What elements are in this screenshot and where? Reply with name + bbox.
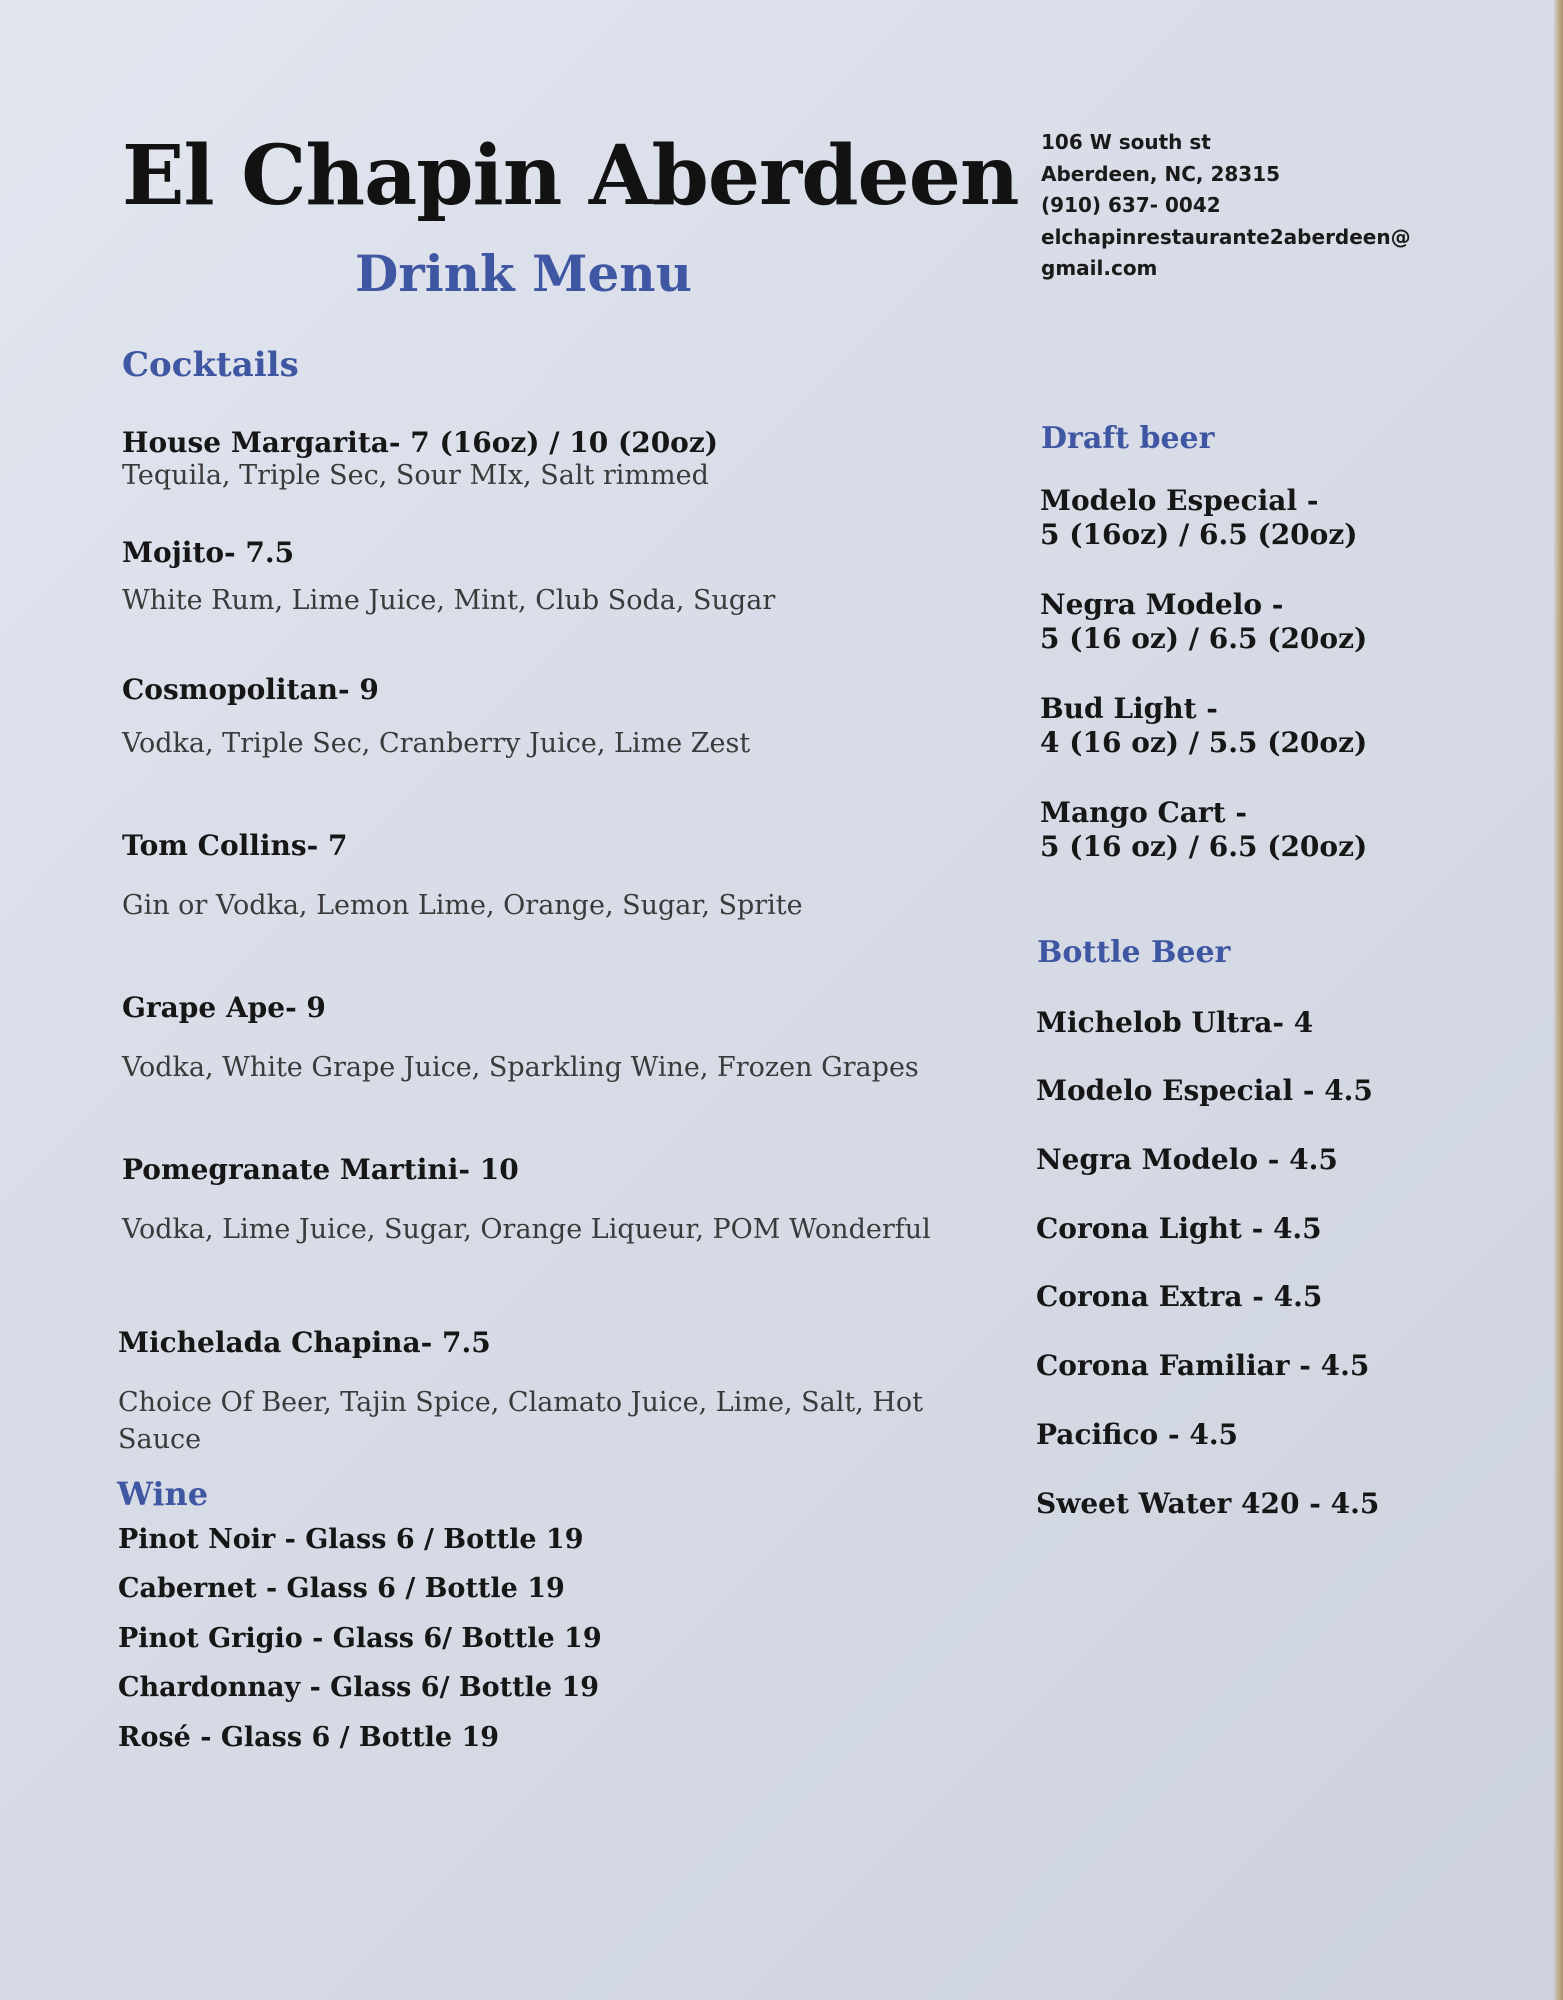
cocktail-name: Grape Ape- 9 xyxy=(122,991,326,1024)
cocktail-name: Mojito- 7.5 xyxy=(122,536,295,569)
cocktail-name: Pomegranate Martini- 10 xyxy=(122,1153,519,1186)
email-line-2: gmail.com xyxy=(1041,256,1158,280)
draft-beer-item xyxy=(1040,796,1367,864)
cocktail-name: House Margarita- 7 (16oz) / 10 (20oz) xyxy=(122,426,718,459)
cocktail-desc: Vodka, Triple Sec, Cranberry Juice, Lime Zest xyxy=(122,728,751,759)
draft-beer-name: Bud Light - xyxy=(1040,692,1218,725)
cocktail-desc: Tequila, Triple Sec, Sour MIx, Salt rimmed xyxy=(122,460,709,491)
cocktail-desc: White Rum, Lime Juice, Mint, Club Soda, Sugar xyxy=(122,585,776,616)
draft-beer-price: 5 (16 oz) / 6.5 (20oz) xyxy=(1040,622,1368,655)
wine-item: Pinot Noir - Glass 6 / Bottle 19 xyxy=(118,1524,584,1555)
draft-beer-name: Mango Cart - xyxy=(1040,796,1247,829)
email-line-1: elchapinrestaurante2aberdeen@ xyxy=(1041,224,1411,249)
page-title: El Chapin Aberdeen xyxy=(122,128,1019,224)
draft-beer-heading: Draft beer xyxy=(1041,421,1215,456)
draft-beer-name: Modelo Especial - xyxy=(1040,484,1319,517)
wine-heading: Wine xyxy=(117,1475,209,1513)
draft-beer-price: 5 (16oz) / 6.5 (20oz) xyxy=(1040,518,1358,551)
address-line-2: Aberdeen, NC, 28315 xyxy=(1041,161,1281,186)
bottle-beer-item: Michelob Ultra- 4 xyxy=(1036,1006,1314,1039)
wine-item: Cabernet - Glass 6 / Bottle 19 xyxy=(118,1573,565,1604)
draft-beer-item xyxy=(1040,588,1367,656)
wine-item: Chardonnay - Glass 6/ Bottle 19 xyxy=(118,1672,600,1703)
bottle-beer-item: Corona Light - 4.5 xyxy=(1036,1212,1322,1245)
cocktail-desc-continued: Sauce xyxy=(118,1424,202,1455)
cocktail-desc: Choice Of Beer, Tajin Spice, Clamato Juice, Lime, Salt, Hot xyxy=(118,1387,924,1418)
cocktail-name: Tom Collins- 7 xyxy=(122,829,348,862)
page-subtitle: Drink Menu xyxy=(355,244,692,303)
bottle-beer-item: Corona Extra - 4.5 xyxy=(1036,1280,1323,1313)
draft-beer-price: 5 (16 oz) / 6.5 (20oz) xyxy=(1040,830,1368,863)
contact-block xyxy=(1041,127,1411,285)
bottle-beer-item: Modelo Especial - 4.5 xyxy=(1036,1074,1373,1107)
draft-beer-item xyxy=(1040,484,1358,552)
wine-item: Rosé - Glass 6 / Bottle 19 xyxy=(118,1722,500,1753)
cocktail-name: Michelada Chapina- 7.5 xyxy=(118,1326,491,1359)
address-line-1: 106 W south st xyxy=(1041,130,1211,154)
bottle-beer-item: Negra Modelo - 4.5 xyxy=(1036,1143,1338,1176)
cocktail-desc: Vodka, White Grape Juice, Sparkling Wine, Frozen Grapes xyxy=(122,1052,919,1083)
bottle-beer-heading: Bottle Beer xyxy=(1037,935,1231,970)
wine-item: Pinot Grigio - Glass 6/ Bottle 19 xyxy=(118,1623,602,1654)
cocktail-name: Cosmopolitan- 9 xyxy=(122,673,379,706)
draft-beer-name: Negra Modelo - xyxy=(1040,588,1284,621)
draft-beer-item xyxy=(1040,692,1367,760)
draft-beer-price: 4 (16 oz) / 5.5 (20oz) xyxy=(1040,726,1368,759)
page-edge xyxy=(1553,0,1563,2000)
cocktail-desc: Gin or Vodka, Lemon Lime, Orange, Sugar, Sprite xyxy=(122,890,803,921)
cocktails-heading: Cocktails xyxy=(122,345,299,385)
bottle-beer-item: Sweet Water 420 - 4.5 xyxy=(1036,1487,1380,1520)
cocktail-desc: Vodka, Lime Juice, Sugar, Orange Liqueur, POM Wonderful xyxy=(122,1214,931,1245)
bottle-beer-item: Pacifico - 4.5 xyxy=(1036,1418,1239,1451)
phone-number: (910) 637- 0042 xyxy=(1041,193,1221,217)
bottle-beer-item: Corona Familiar - 4.5 xyxy=(1036,1349,1370,1382)
